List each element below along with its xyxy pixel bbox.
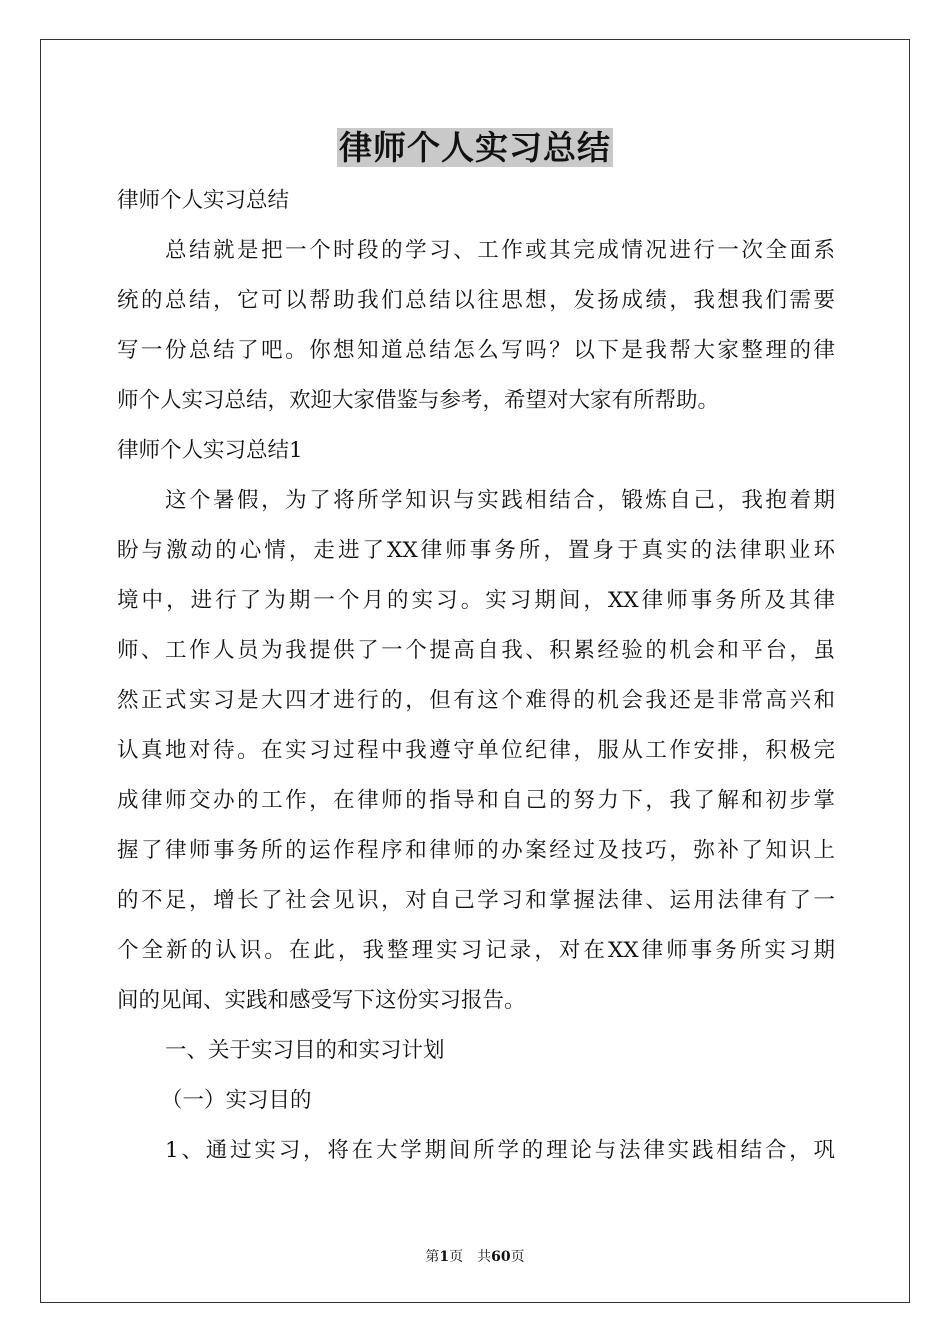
footer-prefix: 第: [425, 1249, 440, 1265]
intro-line-3: 写一份总结了吧。你想知道总结怎么写吗？以下是我帮大家整理的律: [117, 338, 835, 363]
section1-line-8: 握了律师事务所的运作程序和律师的办案经过及技巧，弥补了知识上: [117, 838, 835, 863]
intro-line-2: 统的总结，它可以帮助我们总结以往思想，发扬成绩，我想我们需要: [117, 288, 835, 313]
document-title-text: 律师个人实习总结: [339, 128, 611, 167]
section1-line-7: 成律师交办的工作，在律师的指导和自己的努力下，我了解和初步掌: [117, 788, 835, 813]
section1-line-1: 这个暑假，为了将所学知识与实践相结合，锻炼自己，我抱着期: [165, 488, 835, 513]
document-title: [0, 126, 950, 170]
intro-line-4: 师个人实习总结，欢迎大家借鉴与参考，希望对大家有所帮助。: [117, 388, 720, 413]
section1-line-5: 然正式实习是大四才进行的，但有这个难得的机会我还是非常高兴和: [117, 688, 835, 713]
footer-total-pages: 60: [491, 1249, 511, 1265]
intro-line-1: 总结就是把一个时段的学习、工作或其完成情况进行一次全面系: [165, 238, 835, 263]
page-footer: [0, 1247, 950, 1267]
section1-line-10: 个全新的认识。在此，我整理实习记录，对在XX律师事务所实习期: [117, 938, 835, 963]
subtitle: 律师个人实习总结: [117, 188, 290, 213]
section1-line-2: 盼与激动的心情，走进了XX律师事务所，置身于真实的法律职业环: [117, 538, 835, 563]
document-body: [117, 176, 835, 1176]
heading-one-sub: （一）实习目的: [161, 1088, 312, 1113]
section1-line-9: 的不足，增长了社会见识，对自己学习和掌握法律、运用法律有了一: [117, 888, 835, 913]
section1-line-11: 间的见闻、实践和感受写下这份实习报告。: [117, 988, 526, 1013]
section1-line-6: 认真地对待。在实习过程中我遵守单位纪律，服从工作安排，积极完: [117, 738, 835, 763]
section-heading-1: 律师个人实习总结1: [117, 438, 303, 463]
footer-page-number: 1: [439, 1249, 450, 1265]
footer-mid: 页 共: [449, 1249, 492, 1265]
heading-one: 一、关于实习目的和实习计划: [165, 1038, 445, 1063]
section1-line-4: 师、工作人员为我提供了一个提高自我、积累经验的机会和平台，虽: [117, 638, 835, 663]
item-1-line: 1、通过实习，将在大学期间所学的理论与法律实践相结合，巩: [165, 1138, 835, 1163]
footer-suffix: 页: [510, 1249, 525, 1265]
section1-line-3: 境中，进行了为期一个月的实习。实习期间，XX律师事务所及其律: [117, 588, 835, 613]
